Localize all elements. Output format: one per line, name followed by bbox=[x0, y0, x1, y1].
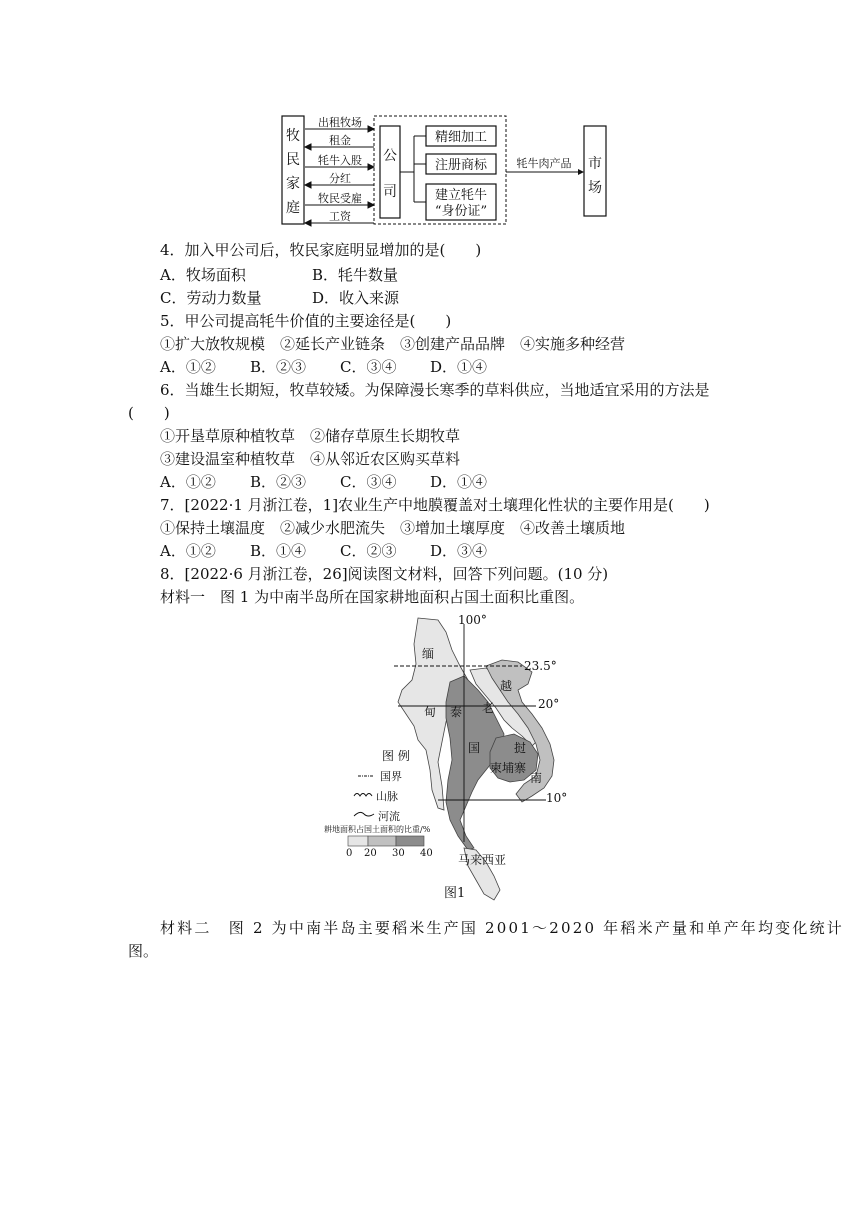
scale-tick-20: 20 bbox=[364, 848, 377, 859]
scale-tick-30: 30 bbox=[392, 848, 405, 859]
q6-stem: 6．当雄生长期短，牧草较矮。为保障漫长寒季的草料供应，当地适宜采用的方法是 bbox=[160, 381, 710, 399]
lon-100-label: 100° bbox=[458, 613, 487, 627]
q8-material-2-line2: 图。 bbox=[128, 942, 159, 960]
q4-option-a[interactable]: A．牧场面积 bbox=[160, 266, 246, 284]
legend-mountain: 山脉 bbox=[376, 790, 398, 803]
q8-stem: 8．[2022·6 月浙江卷，26]阅读图文材料，回答下列问题。(10 分) bbox=[160, 565, 609, 583]
family-char-2: 民 bbox=[286, 152, 300, 168]
company-char-2: 司 bbox=[383, 184, 397, 200]
q7-option-b[interactable]: B．①④ bbox=[250, 542, 307, 560]
q7-options bbox=[160, 541, 487, 561]
scale-high bbox=[396, 836, 424, 846]
arrow-label-wage: 工资 bbox=[329, 210, 351, 223]
family-char-3: 家 bbox=[286, 176, 300, 192]
process-id-label-2: “身份证” bbox=[434, 204, 488, 219]
process-refine-label: 精细加工 bbox=[434, 130, 488, 145]
lat-20-label: 20° bbox=[538, 697, 560, 711]
q5-option-a[interactable]: A．①② bbox=[160, 358, 216, 376]
q5-option-c[interactable]: C．③④ bbox=[340, 358, 397, 376]
q4-option-c[interactable]: C．劳动力数量 bbox=[160, 289, 262, 307]
market-char-1: 市 bbox=[588, 156, 602, 172]
q7-option-c[interactable]: C．②③ bbox=[340, 542, 397, 560]
q6-items-1: ①开垦草原种植牧草 ②储存草原生长期牧草 bbox=[160, 427, 461, 445]
q6-option-a[interactable]: A．①② bbox=[160, 473, 216, 491]
arrow-label-yak-shares: 牦牛入股 bbox=[318, 154, 362, 167]
label-malaysia: 马来西亚 bbox=[458, 853, 507, 867]
process-id-label-1: 建立牦牛 bbox=[434, 188, 488, 203]
label-tai: 泰 bbox=[450, 705, 463, 719]
label-lao: 老 bbox=[482, 701, 495, 715]
q5-option-d[interactable]: D．①④ bbox=[430, 358, 488, 376]
scale-low bbox=[348, 836, 368, 846]
scale-mid bbox=[368, 836, 396, 846]
label-nan: 南 bbox=[530, 771, 543, 785]
arrow-label-rent: 租金 bbox=[329, 134, 351, 147]
label-mian: 缅 bbox=[422, 647, 435, 661]
market-char-2: 场 bbox=[588, 180, 602, 196]
q7-stem: 7．[2022·1 月浙江卷，1]农业生产中地膜覆盖对土壤理化性状的主要作用是( ) bbox=[160, 496, 710, 514]
q5-items: ①扩大放牧规模 ②延长产业链条 ③创建产品品牌 ④实施多种经营 bbox=[160, 335, 626, 353]
company-char-1: 公 bbox=[383, 148, 397, 164]
q6-option-c[interactable]: C．③④ bbox=[340, 473, 397, 491]
company-box bbox=[380, 126, 400, 218]
q8-material-1: 材料一 图 1 为中南半岛所在国家耕地面积占国土面积比重图。 bbox=[160, 588, 585, 606]
arrow-label-rent-pasture: 出租牧场 bbox=[318, 116, 362, 129]
q4-options-row2 bbox=[160, 288, 399, 308]
q6-option-b[interactable]: B．②③ bbox=[250, 473, 307, 491]
label-guo: 国 bbox=[468, 741, 481, 755]
q6-options bbox=[160, 472, 487, 492]
arrow-label-employed: 牧民受雇 bbox=[318, 192, 362, 205]
q4-stem: 4．加入甲公司后，牧民家庭明显增加的是( ) bbox=[160, 241, 482, 259]
lat-10-label: 10° bbox=[546, 791, 568, 805]
label-yue: 越 bbox=[500, 679, 513, 693]
indochina-map bbox=[318, 610, 570, 912]
family-char-4: 庭 bbox=[286, 200, 300, 216]
branch-lines bbox=[400, 136, 426, 202]
flow-diagram bbox=[280, 112, 620, 230]
q5-option-b[interactable]: B．②③ bbox=[250, 358, 307, 376]
legend-river: 河流 bbox=[378, 810, 400, 823]
scale-tick-0: 0 bbox=[346, 848, 353, 859]
q5-options bbox=[160, 357, 487, 377]
label-dian: 甸 bbox=[424, 705, 437, 719]
q6-option-d[interactable]: D．①④ bbox=[430, 473, 488, 491]
legend-border: 国界 bbox=[380, 770, 402, 783]
q8-material-2-line1: 材料二 图 2 为中南半岛主要稻米生产国 2001～2020 年稻米产量和单产年均变化统计 bbox=[160, 919, 844, 937]
q7-option-d[interactable]: D．③④ bbox=[430, 542, 488, 560]
product-label: 牦牛肉产品 bbox=[516, 157, 572, 170]
family-char-1: 牧 bbox=[286, 128, 300, 144]
lat-23-label: 23.5° bbox=[524, 659, 557, 673]
arrow-label-dividend: 分红 bbox=[329, 172, 351, 185]
q4-option-b[interactable]: B．牦牛数量 bbox=[312, 266, 399, 284]
q6-items-2: ③建设温室种植牧草 ④从邻近农区购买草料 bbox=[160, 450, 461, 468]
q5-stem: 5．甲公司提高牦牛价值的主要途径是( ) bbox=[160, 312, 452, 330]
q4-options-row1 bbox=[160, 265, 398, 285]
q7-option-a[interactable]: A．①② bbox=[160, 542, 216, 560]
map-caption: 图1 bbox=[444, 886, 466, 901]
process-trademark-label: 注册商标 bbox=[434, 158, 488, 173]
q7-items: ①保持土壤温度 ②减少水肥流失 ③增加土壤厚度 ④改善土壤质地 bbox=[160, 519, 626, 537]
legend-title: 图 例 bbox=[382, 749, 410, 763]
q6-bracket: ( ) bbox=[128, 404, 170, 422]
q4-option-d[interactable]: D．收入来源 bbox=[312, 289, 400, 307]
label-wo: 挝 bbox=[514, 741, 527, 755]
scale-tick-40: 40 bbox=[420, 848, 433, 859]
label-cambodia: 柬埔寨 bbox=[490, 761, 527, 775]
scale-title: 耕地面积占国土面积的比重/% bbox=[324, 825, 431, 834]
